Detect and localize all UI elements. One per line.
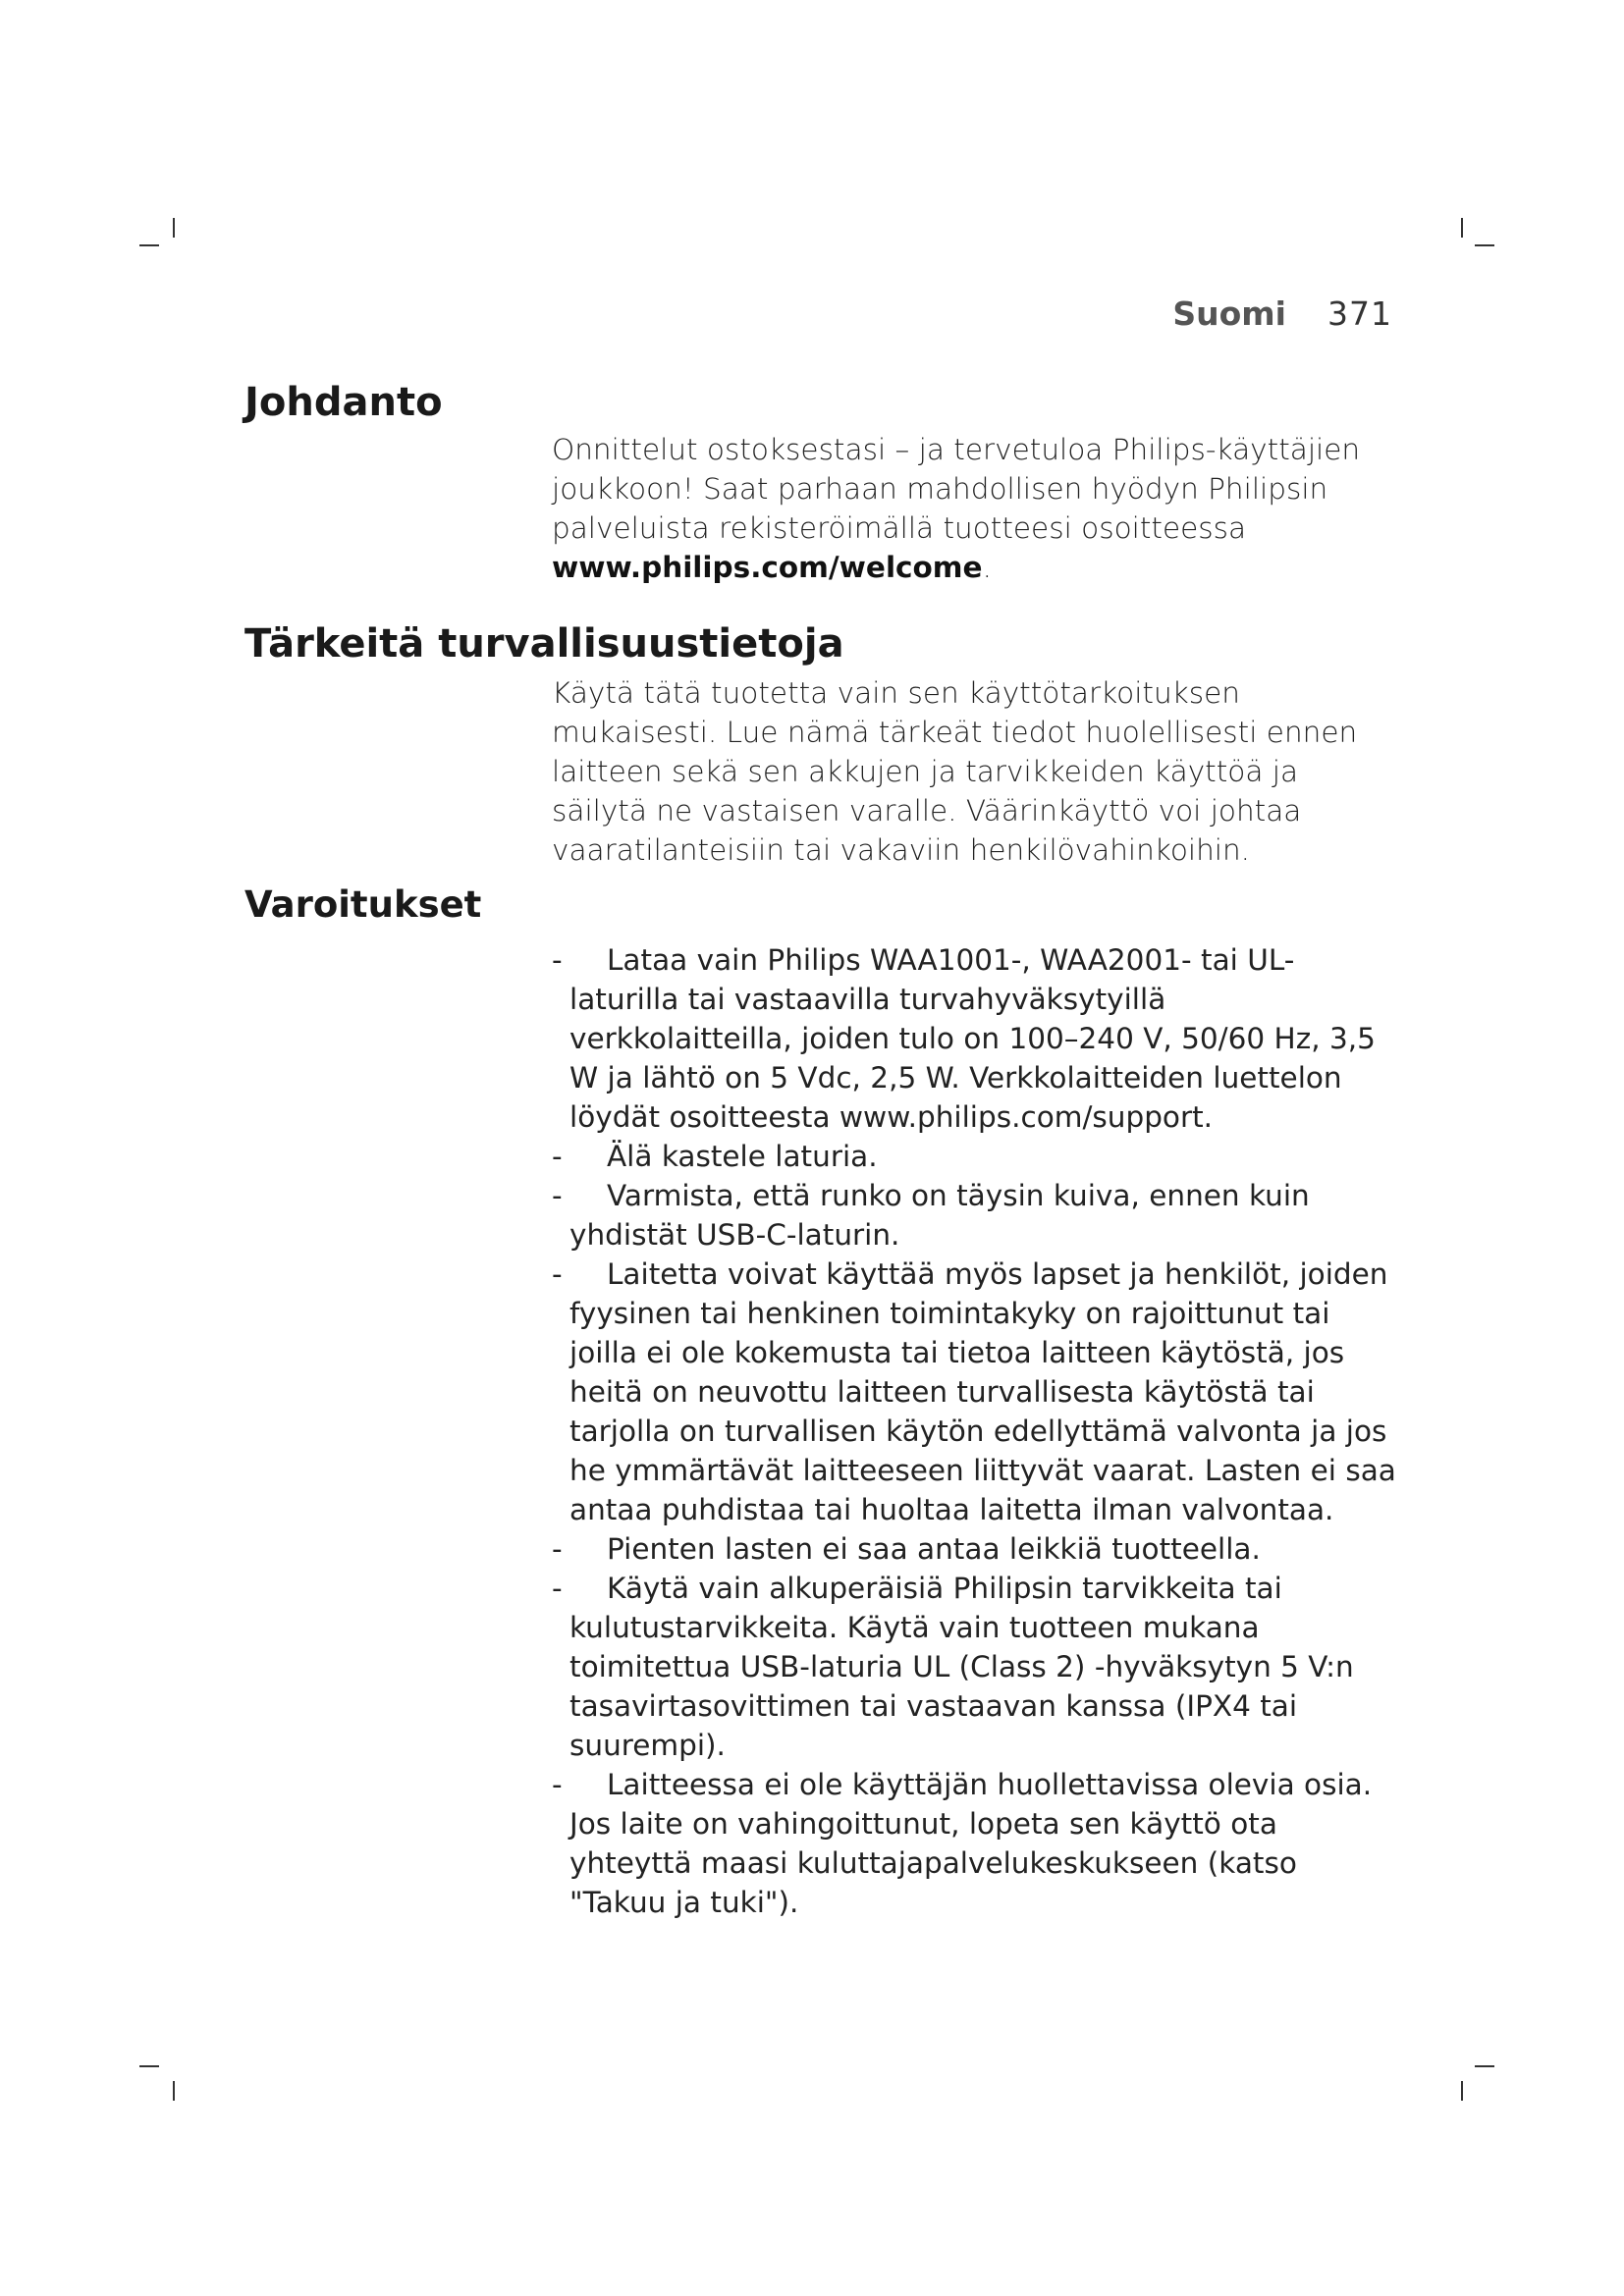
crop-mark-bottom-right-h (1475, 2065, 1494, 2067)
list-bullet: - (552, 1257, 563, 1291)
warning-text: Pienten lasten ei saa antaa leikkiä tuotteella. (607, 1532, 1261, 1566)
list-item (552, 1529, 1396, 1569)
welcome-link[interactable]: www.philips.com/welcome (552, 551, 983, 584)
intro-paragraph (552, 430, 1396, 587)
intro-heading: Johdanto (244, 380, 443, 425)
list-bullet: - (552, 1179, 563, 1212)
list-bullet: - (552, 1572, 563, 1605)
list-item (552, 1765, 1396, 1922)
list-item (552, 940, 1396, 1137)
page-number: 371 (1327, 294, 1392, 333)
list-bullet: - (552, 1140, 563, 1173)
crop-mark-top-right-h (1475, 244, 1494, 246)
list-item (552, 1569, 1396, 1765)
running-header (1080, 294, 1392, 334)
warning-text: Lataa vain Philips WAA1001-, WAA2001- tai UL-laturilla tai vastaavilla turvahyväksytyillä verkkolaitteilla, joiden tulo on 100–240 V, 50/60 Hz, 3,5 W ja lähtö on 5 Vdc, 2,5 W. Verkkolaitteiden luettelon löydät osoitteesta www.philips.com/support. (569, 943, 1376, 1134)
safety-heading: Tärkeitä turvallisuustietoja (244, 621, 844, 667)
crop-mark-bottom-left-v (173, 2081, 175, 2101)
crop-mark-bottom-left-h (139, 2065, 159, 2067)
crop-mark-bottom-right-v (1461, 2081, 1463, 2101)
crop-mark-top-left-h (139, 244, 159, 246)
warnings-heading: Varoitukset (244, 883, 482, 926)
list-item (552, 1176, 1396, 1255)
intro-text-end: . (982, 551, 992, 584)
intro-text: Onnittelut ostoksestasi – ja tervetuloa Philips-käyttäjien joukkoon! Saat parhaan mahdollisen hyödyn Philipsin palveluista rekisteröimällä tuotteesi osoitteessa (552, 433, 1361, 545)
safety-paragraph: Käytä tätä tuotetta vain sen käyttötarkoituksen mukaisesti. Lue nämä tärkeät tiedot huolellisesti ennen laitteen sekä sen akkujen ja tarvikkeiden käyttöä ja säilytä ne vastaisen varalle. Väärinkäyttö voi johtaa vaaratilanteisiin tai vakaviin henkilövahinkoihin. (552, 676, 1358, 867)
list-item (552, 1255, 1396, 1529)
list-bullet: - (552, 943, 563, 977)
warning-text: Laitteessa ei ole käyttäjän huollettavissa olevia osia. Jos laite on vahingoittunut, lopeta sen käyttö ota yhteyttä maasi kuluttajapalvelukeskukseen (katso "Takuu ja tuki"). (569, 1768, 1373, 1919)
warnings-list (552, 940, 1396, 1922)
crop-mark-top-left-v (173, 218, 175, 238)
list-item (552, 1137, 1396, 1176)
warning-text: Varmista, että runko on täysin kuiva, ennen kuin yhdistät USB-C-laturin. (569, 1179, 1310, 1252)
header-language: Suomi (1172, 294, 1286, 333)
warning-text: Käytä vain alkuperäisiä Philipsin tarvikkeita tai kulutustarvikkeita. Käytä vain tuotteen mukana toimitettua USB-laturia UL (Class 2) -hyväksytyn 5 V:n tasavirtasovittimen tai vastaavan kanssa (IPX4 tai suurempi). (569, 1572, 1354, 1762)
list-bullet: - (552, 1532, 563, 1566)
warning-text: Laitetta voivat käyttää myös lapset ja henkilöt, joiden fyysinen tai henkinen toimintakyky on rajoittunut tai joilla ei ole kokemusta tai tietoa laitteen käytöstä, jos heitä on neuvottu laitteen turvallisesta käytöstä tai tarjolla on turvallisen käytön edellyttämä valvonta ja jos he ymmärtävät laitteeseen liittyvät vaarat. Lasten ei saa antaa puhdistaa tai huoltaa laitetta ilman valvontaa. (569, 1257, 1396, 1526)
warning-text: Älä kastele laturia. (607, 1140, 878, 1173)
crop-mark-top-right-v (1461, 218, 1463, 238)
list-bullet: - (552, 1768, 563, 1801)
